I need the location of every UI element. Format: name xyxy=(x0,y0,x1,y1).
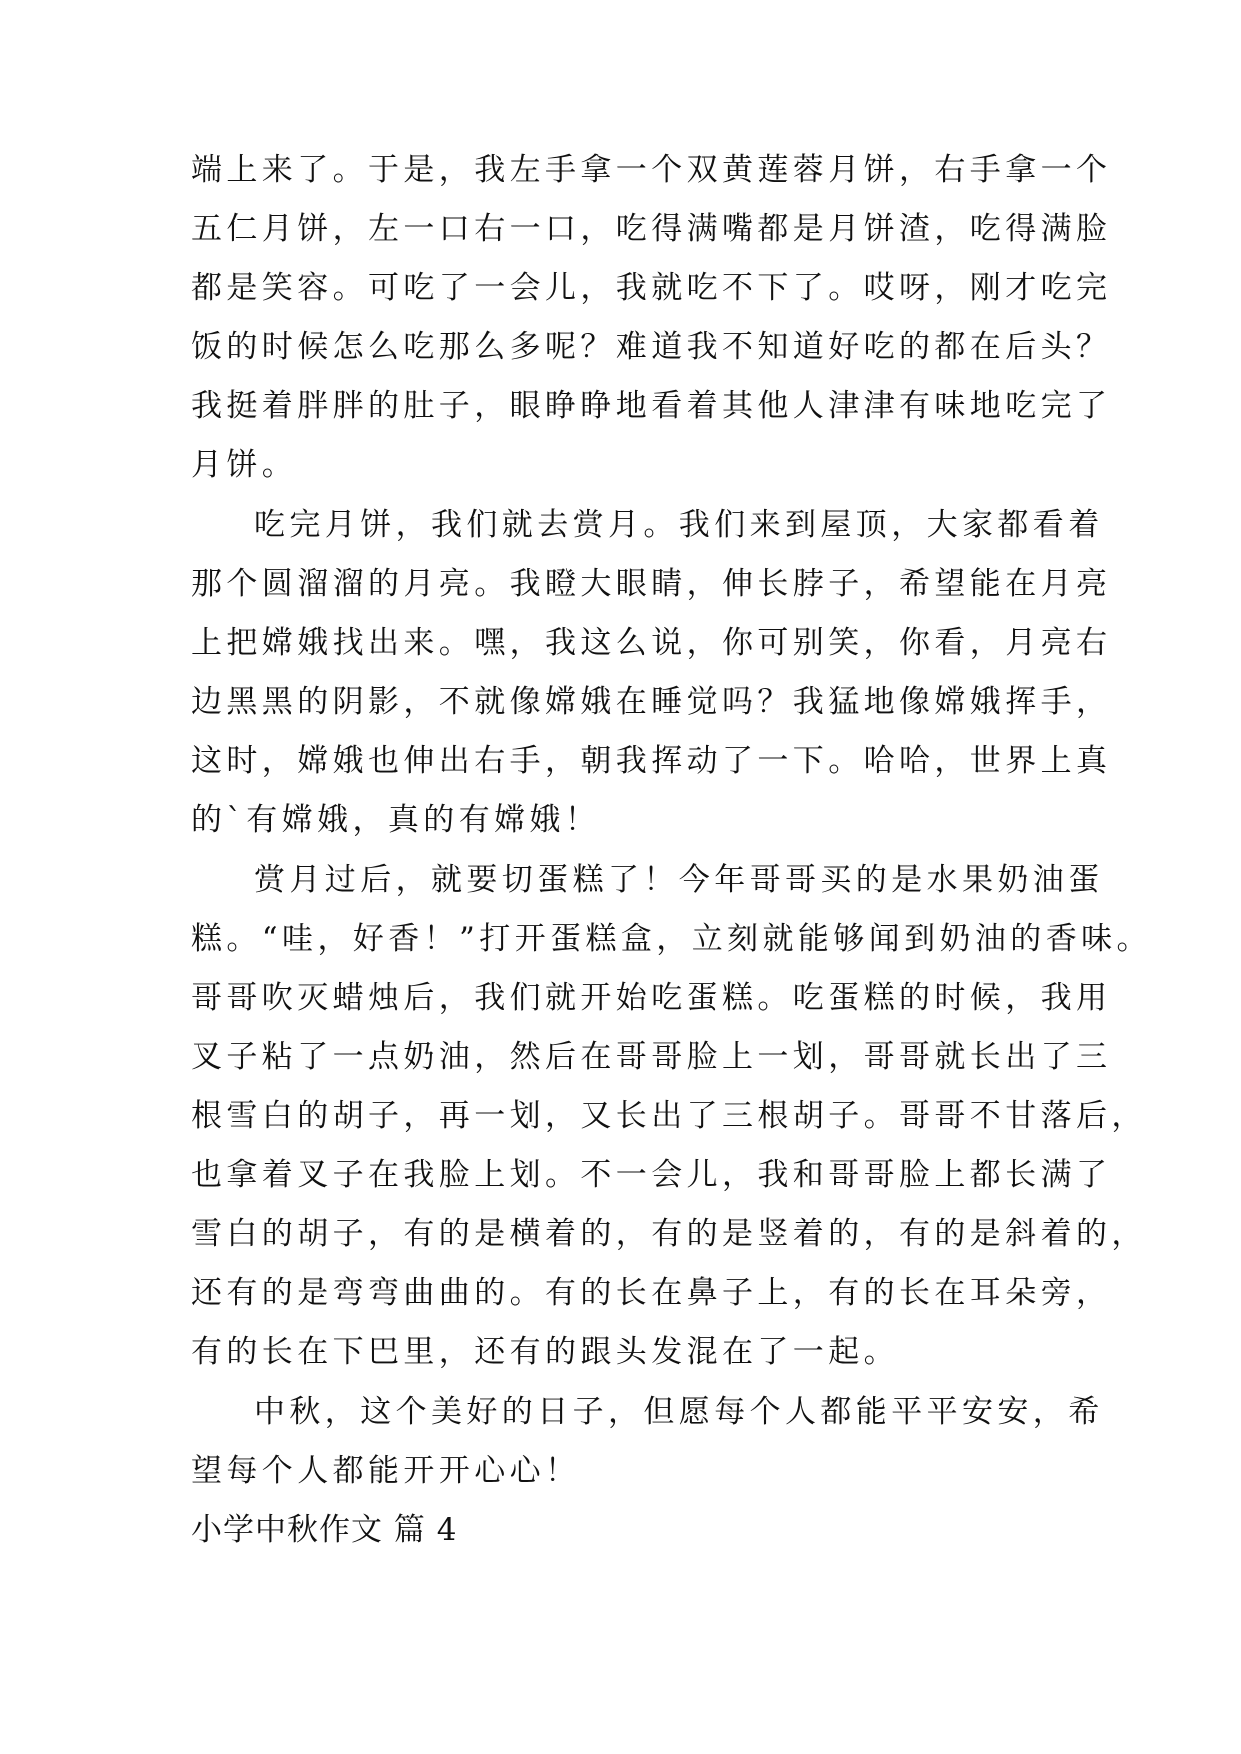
text-line: 根雪白的胡子，再一划，又长出了三根胡子。哥哥不甘落后， xyxy=(191,1098,1147,1134)
text-line: 五仁月饼，左一口右一口，吃得满嘴都是月饼渣，吃得满脸 xyxy=(191,211,1112,247)
text-line: 端上来了。于是，我左手拿一个双黄莲蓉月饼，右手拿一个 xyxy=(191,152,1112,188)
section-heading: 小学中秋作文 篇 4 xyxy=(191,1512,458,1548)
text-line: 叉子粘了一点奶油，然后在哥哥脸上一划，哥哥就长出了三 xyxy=(191,1039,1112,1075)
text-line: 都是笑容。可吃了一会儿，我就吃不下了。哎呀，刚才吃完 xyxy=(191,270,1112,306)
text-line: 望每个人都能开开心心！ xyxy=(191,1453,581,1489)
text-line: 中秋，这个美好的日子，但愿每个人都能平平安安，希 xyxy=(254,1394,1104,1430)
text-line: 那个圆溜溜的月亮。我瞪大眼睛，伸长脖子，希望能在月亮 xyxy=(191,566,1112,602)
text-line: 赏月过后，就要切蛋糕了！今年哥哥买的是水果奶油蛋 xyxy=(254,862,1104,898)
text-line: 的`有嫦娥，真的有嫦娥！ xyxy=(191,802,601,838)
text-line: 上把嫦娥找出来。嘿，我这么说，你可别笑，你看，月亮右 xyxy=(191,625,1112,661)
text-line: 饭的时候怎么吃那么多呢？难道我不知道好吃的都在后头？ xyxy=(191,329,1112,365)
text-line: 吃完月饼，我们就去赏月。我们来到屋顶，大家都看着 xyxy=(254,507,1104,543)
text-line: 边黑黑的阴影，不就像嫦娥在睡觉吗？我猛地像嫦娥挥手， xyxy=(191,684,1112,720)
text-line: 哥哥吹灭蜡烛后，我们就开始吃蛋糕。吃蛋糕的时候，我用 xyxy=(191,980,1112,1016)
text-line: 有的长在下巴里，还有的跟头发混在了一起。 xyxy=(191,1334,899,1370)
text-line: 雪白的胡子，有的是横着的，有的是竖着的，有的是斜着的， xyxy=(191,1216,1147,1252)
text-line: 这时，嫦娥也伸出右手，朝我挥动了一下。哈哈，世界上真 xyxy=(191,743,1112,779)
text-line: 我挺着胖胖的肚子，眼睁睁地看着其他人津津有味地吃完了 xyxy=(191,388,1112,424)
text-line: 也拿着叉子在我脸上划。不一会儿，我和哥哥脸上都长满了 xyxy=(191,1157,1112,1193)
text-line: 糕。“哇，好香！”打开蛋糕盒，立刻就能够闻到奶油的香味。 xyxy=(191,921,1152,957)
text-line: 月饼。 xyxy=(191,447,298,483)
text-line: 还有的是弯弯曲曲的。有的长在鼻子上，有的长在耳朵旁， xyxy=(191,1275,1112,1311)
